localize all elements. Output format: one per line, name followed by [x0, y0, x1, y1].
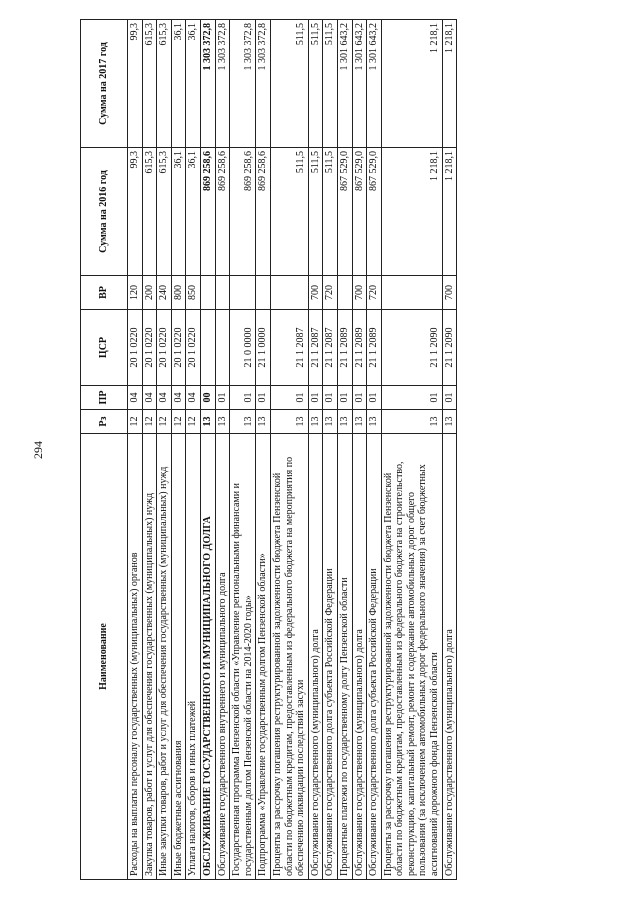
table-row	[230, 20, 256, 880]
cell-sum-2017: 1 301 643,2	[367, 20, 382, 148]
cell-csr	[215, 310, 230, 386]
cell-pr: 04	[171, 386, 186, 410]
cell-csr: 20 1 0220	[142, 310, 157, 386]
table-row	[157, 20, 172, 880]
cell-csr: 21 1 2087	[323, 310, 338, 386]
cell-pr: 04	[157, 386, 172, 410]
cell-sum-2016: 511,5	[308, 148, 323, 276]
header-name: Наименование	[81, 434, 128, 880]
cell-name: Обслуживание государственного (муниципального) долга	[308, 434, 323, 880]
header-rz: Рз	[81, 410, 128, 434]
cell-name: Расходы на выплаты персоналу государственных (муниципальных) органов	[128, 434, 143, 880]
table-row	[171, 20, 186, 880]
cell-vr	[230, 276, 256, 310]
cell-pr: 01	[337, 386, 352, 410]
cell-name: Иные закупки товаров, работ и услуг для обеспечения государственных (муниципальных) нужд	[157, 434, 172, 880]
cell-sum-2016: 867 529,0	[367, 148, 382, 276]
cell-vr: 850	[186, 276, 201, 310]
cell-pr: 01	[230, 386, 256, 410]
cell-rz: 13	[215, 410, 230, 434]
cell-rz: 13	[270, 410, 308, 434]
cell-name: Подпрограмма «Управление государственным долгом Пензенской области»	[256, 434, 271, 880]
cell-rz: 13	[323, 410, 338, 434]
table-row	[128, 20, 143, 880]
cell-vr	[337, 276, 352, 310]
cell-vr: 240	[157, 276, 172, 310]
cell-sum-2017: 1 303 372,8	[200, 20, 215, 148]
header-sum-2016: Сумма на 2016 год	[81, 148, 128, 276]
cell-sum-2017: 1 218,1	[442, 20, 457, 148]
cell-sum-2016: 1 218,1	[381, 148, 442, 276]
cell-name: Проценты за рассрочку погашения реструктурированной задолженности бюджета Пензенской области по бюджетным кредитам, предоставленным из федерального бюджета на строительство, реконструкцию, капитальный ремонт, ремонт и содержание автомобильных дорог общего пользования (за исключением автомобильных дорог федерального значения) за счет бюджетных ассигнований дорожного фонда Пензенской области	[381, 434, 442, 880]
cell-rz: 12	[142, 410, 157, 434]
cell-sum-2016: 615,3	[157, 148, 172, 276]
cell-rz: 13	[381, 410, 442, 434]
cell-rz: 13	[256, 410, 271, 434]
table-row	[323, 20, 338, 880]
cell-csr: 21 1 2090	[381, 310, 442, 386]
table-row	[270, 20, 308, 880]
cell-vr	[200, 276, 215, 310]
cell-rz: 13	[337, 410, 352, 434]
cell-sum-2017: 99,3	[128, 20, 143, 148]
cell-vr: 700	[442, 276, 457, 310]
page-number: 294	[31, 441, 45, 459]
cell-pr: 01	[352, 386, 367, 410]
table-row	[442, 20, 457, 880]
table-header-row	[81, 20, 128, 880]
cell-sum-2017: 511,5	[308, 20, 323, 148]
cell-sum-2016: 511,5	[270, 148, 308, 276]
cell-sum-2016: 867 529,0	[337, 148, 352, 276]
cell-vr: 700	[308, 276, 323, 310]
cell-rz: 12	[128, 410, 143, 434]
cell-csr: 21 1 2087	[308, 310, 323, 386]
cell-csr: 20 1 0220	[171, 310, 186, 386]
cell-csr: 21 1 2087	[270, 310, 308, 386]
cell-vr	[256, 276, 271, 310]
cell-name: Уплата налогов, сборов и иных платежей	[186, 434, 201, 880]
cell-sum-2017: 615,3	[142, 20, 157, 148]
cell-name: Процентные платежи по государственному долгу Пензенской области	[337, 434, 352, 880]
cell-sum-2017: 1 303 372,8	[230, 20, 256, 148]
cell-pr: 04	[186, 386, 201, 410]
cell-pr: 01	[256, 386, 271, 410]
cell-sum-2016: 511,5	[323, 148, 338, 276]
cell-sum-2017: 1 301 643,2	[337, 20, 352, 148]
cell-rz: 12	[171, 410, 186, 434]
cell-sum-2017: 1 301 643,2	[352, 20, 367, 148]
cell-sum-2016: 99,3	[128, 148, 143, 276]
cell-vr: 200	[142, 276, 157, 310]
cell-name: Обслуживание государственного внутреннего и муниципального долга	[215, 434, 230, 880]
cell-name: Иные бюджетные ассигнования	[171, 434, 186, 880]
table-row	[381, 20, 442, 880]
cell-csr: 21 1 2090	[442, 310, 457, 386]
cell-name: Закупка товаров, работ и услуг для обеспечения государственных (муниципальных) нужд	[142, 434, 157, 880]
cell-sum-2016: 36,1	[186, 148, 201, 276]
cell-vr: 700	[352, 276, 367, 310]
budget-table	[80, 19, 457, 880]
cell-pr: 04	[128, 386, 143, 410]
cell-sum-2016: 869 258,6	[200, 148, 215, 276]
cell-sum-2017: 36,1	[171, 20, 186, 148]
header-csr: ЦСР	[81, 310, 128, 386]
cell-rz: 13	[352, 410, 367, 434]
cell-rz: 13	[200, 410, 215, 434]
cell-sum-2017: 36,1	[186, 20, 201, 148]
cell-sum-2016: 36,1	[171, 148, 186, 276]
header-vr: ВР	[81, 276, 128, 310]
cell-csr: 20 1 0220	[128, 310, 143, 386]
cell-vr: 720	[367, 276, 382, 310]
table-row	[186, 20, 201, 880]
cell-sum-2017: 511,5	[270, 20, 308, 148]
cell-pr: 04	[142, 386, 157, 410]
cell-csr: 21 1 2089	[367, 310, 382, 386]
cell-csr: 20 1 0220	[157, 310, 172, 386]
cell-name: Проценты за рассрочку погашения реструктурированной задолженности бюджета Пензенской области по бюджетным кредитам, предоставленным из федерального бюджета на мероприятия по обеспечению ликвидации последствий засухи	[270, 434, 308, 880]
cell-csr: 21 1 2089	[337, 310, 352, 386]
cell-pr: 01	[270, 386, 308, 410]
cell-pr: 01	[215, 386, 230, 410]
cell-name: Государственная программа Пензенской области «Управление региональными финансами и государственным долгом Пензенской области на 2014-2020 годы»	[230, 434, 256, 880]
cell-sum-2017: 1 303 372,8	[256, 20, 271, 148]
cell-csr	[200, 310, 215, 386]
cell-rz: 13	[442, 410, 457, 434]
cell-vr	[381, 276, 442, 310]
cell-pr: 01	[442, 386, 457, 410]
cell-pr: 01	[323, 386, 338, 410]
cell-sum-2017: 615,3	[157, 20, 172, 148]
cell-csr: 21 1 0000	[256, 310, 271, 386]
table-row	[352, 20, 367, 880]
cell-vr: 120	[128, 276, 143, 310]
cell-name: ОБСЛУЖИВАНИЕ ГОСУДАРСТВЕННОГО И МУНИЦИПАЛЬНОГО ДОЛГА	[200, 434, 215, 880]
table-row	[367, 20, 382, 880]
cell-rz: 13	[308, 410, 323, 434]
table-row	[256, 20, 271, 880]
cell-vr: 720	[323, 276, 338, 310]
header-pr: ПР	[81, 386, 128, 410]
cell-vr: 800	[171, 276, 186, 310]
cell-sum-2017: 1 218,1	[381, 20, 442, 148]
cell-pr: 01	[367, 386, 382, 410]
cell-sum-2016: 867 529,0	[352, 148, 367, 276]
cell-rz: 13	[230, 410, 256, 434]
cell-name: Обслуживание государственного долга субъекта Российской Федерации	[323, 434, 338, 880]
cell-sum-2016: 615,3	[142, 148, 157, 276]
table-row	[200, 20, 215, 880]
cell-sum-2016: 1 218,1	[442, 148, 457, 276]
cell-rz: 12	[157, 410, 172, 434]
cell-rz: 12	[186, 410, 201, 434]
cell-csr: 20 1 0220	[186, 310, 201, 386]
cell-vr	[270, 276, 308, 310]
cell-sum-2016: 869 258,6	[215, 148, 230, 276]
table-row	[337, 20, 352, 880]
table-row	[142, 20, 157, 880]
cell-pr: 01	[381, 386, 442, 410]
cell-name: Обслуживание государственного (муниципального) долга	[352, 434, 367, 880]
table-row	[308, 20, 323, 880]
cell-sum-2016: 869 258,6	[256, 148, 271, 276]
cell-pr: 00	[200, 386, 215, 410]
cell-sum-2017: 1 303 372,8	[215, 20, 230, 148]
cell-name: Обслуживание государственного долга субъекта Российской Федерации	[367, 434, 382, 880]
cell-csr: 21 1 2089	[352, 310, 367, 386]
cell-pr: 01	[308, 386, 323, 410]
cell-sum-2016: 869 258,6	[230, 148, 256, 276]
table-row	[215, 20, 230, 880]
header-sum-2017: Сумма на 2017 год	[81, 20, 128, 148]
cell-csr: 21 0 0000	[230, 310, 256, 386]
cell-name: Обслуживание государственного (муниципального) долга	[442, 434, 457, 880]
rotated-table-container	[80, 20, 628, 880]
table-body	[128, 20, 457, 880]
cell-rz: 13	[367, 410, 382, 434]
cell-vr	[215, 276, 230, 310]
cell-sum-2017: 511,5	[323, 20, 338, 148]
